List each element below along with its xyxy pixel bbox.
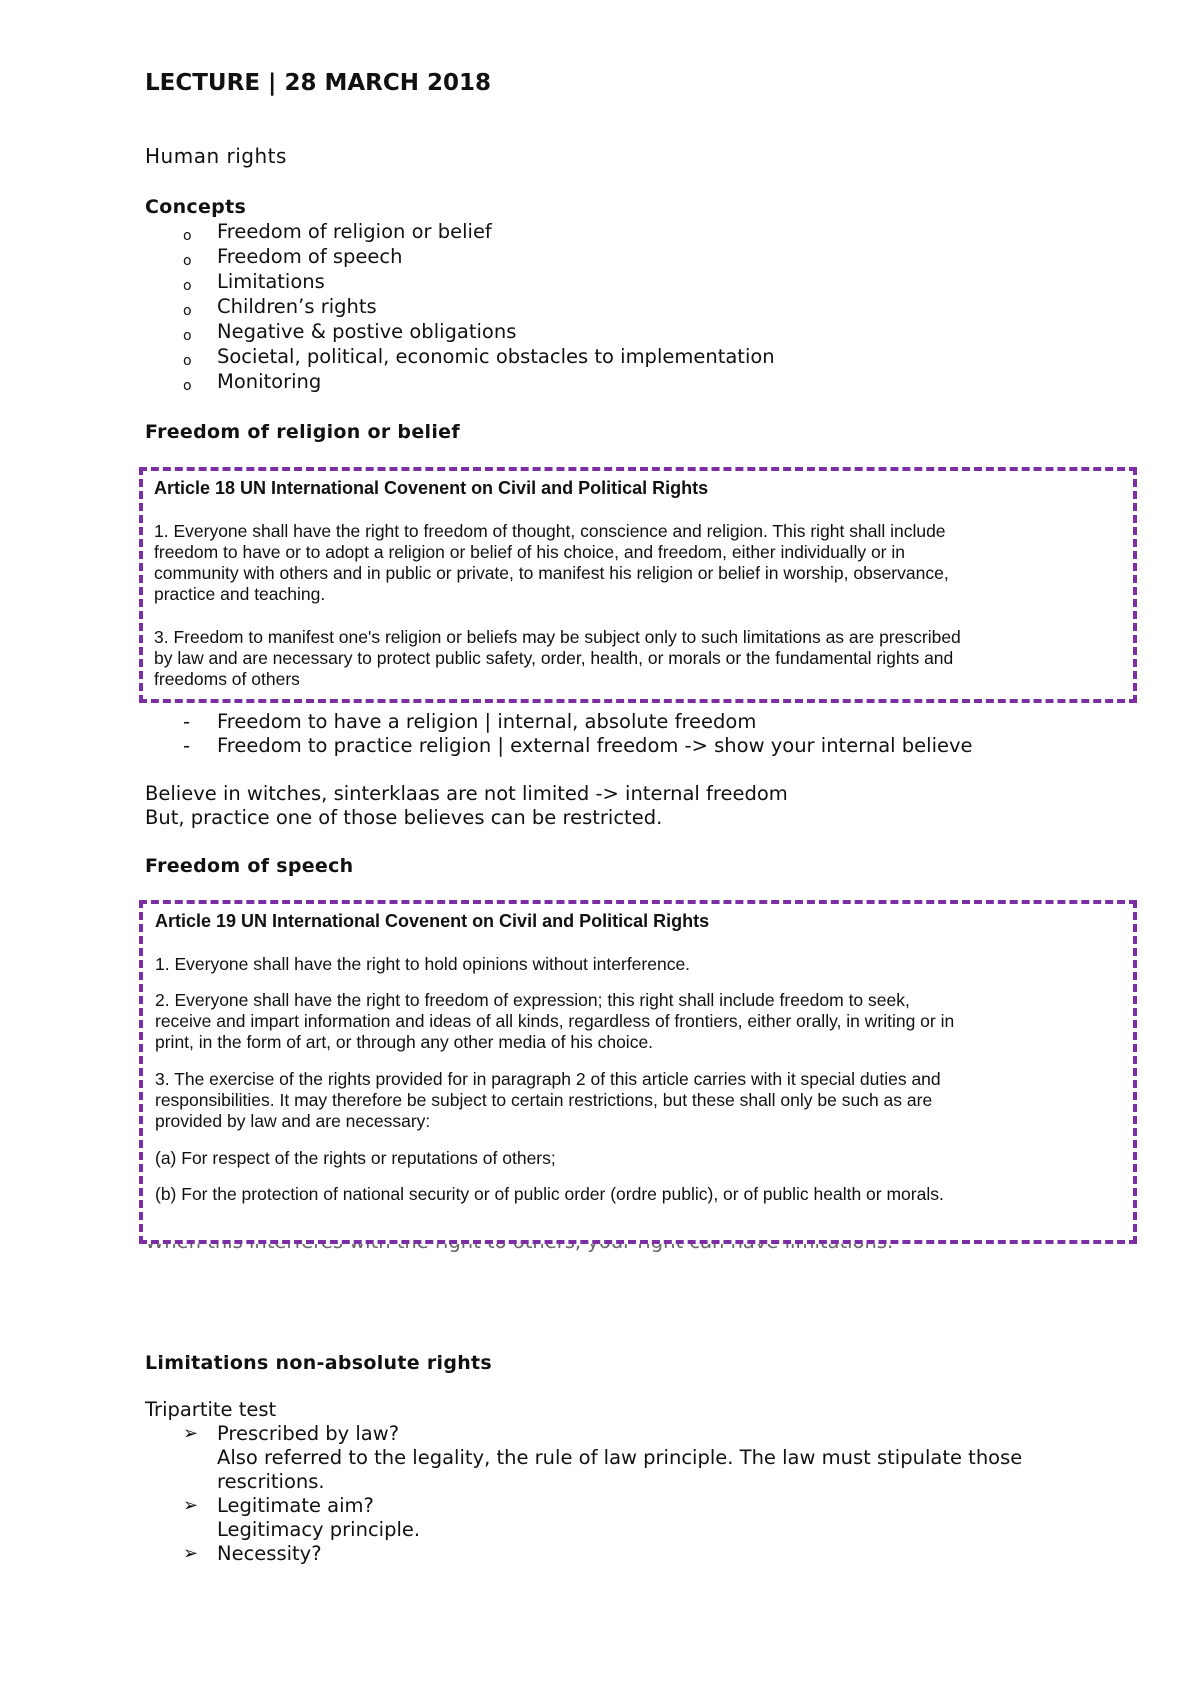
- article-19-p1-line: 1. Everyone shall have the right to hold opinions without interference.: [155, 954, 691, 974]
- list-item: Prescribed by law?: [217, 1422, 400, 1445]
- article-18-p1-line: community with others and in public or private, to manifest his religion or belief in worship, observance,: [154, 563, 949, 583]
- list-item-detail: Also referred to the legality, the rule of law principle. The law must stipulate those: [217, 1446, 1023, 1469]
- tripartite-intro: Tripartite test: [145, 1398, 277, 1421]
- arrow-bullet-icon: ➢: [183, 1423, 199, 1444]
- article-19-item-b: (b) For the protection of national security or of public order (ordre public), or of public health or morals.: [155, 1184, 944, 1204]
- list-item: Freedom of speech: [217, 245, 403, 268]
- bullet-icon: o: [183, 328, 192, 344]
- article-19-p2-line: 2. Everyone shall have the right to freedom of expression; this right shall include freedom to seek,: [155, 990, 910, 1010]
- article-18-p1-line: 1. Everyone shall have the right to freedom of thought, conscience and religion. This right shall include: [154, 521, 946, 541]
- article-18-p1-line: freedom to have or to adopt a religion or belief of his choice, and freedom, either individually or in: [154, 542, 905, 562]
- arrow-bullet-icon: ➢: [183, 1543, 199, 1564]
- article-18-title: Article 18 UN International Covenent on Civil and Political Rights: [154, 478, 709, 498]
- article-19-p3-line: responsibilities. It may therefore be subject to certain restrictions, but these shall only be such as are: [155, 1090, 933, 1110]
- article-19-textbox: [139, 900, 1137, 1244]
- bullet-icon: o: [183, 353, 192, 369]
- list-item: Freedom to have a religion | internal, absolute freedom: [217, 710, 757, 733]
- list-item: Necessity?: [217, 1542, 322, 1565]
- article-18-p1-line: practice and teaching.: [154, 584, 326, 604]
- list-item-detail: rescritions.: [217, 1470, 325, 1493]
- list-item: Monitoring: [217, 370, 322, 393]
- list-item: Freedom of religion or belief: [217, 220, 492, 243]
- page-title: LECTURE | 28 MARCH 2018: [145, 70, 492, 96]
- list-item: Children’s rights: [217, 295, 377, 318]
- list-item: Societal, political, economic obstacles to implementation: [217, 345, 775, 368]
- article-19-p2-line: print, in the form of art, or through any other media of his choice.: [155, 1032, 654, 1052]
- bullet-icon: o: [183, 228, 192, 244]
- article-19-item-a: (a) For respect of the rights or reputations of others;: [155, 1148, 556, 1168]
- bullet-icon: o: [183, 278, 192, 294]
- article-18-p3-line: freedoms of others: [154, 669, 300, 689]
- article-19-p2-line: receive and impart information and ideas of all kinds, regardless of frontiers, either orally, in writing or in: [155, 1011, 955, 1031]
- bullet-icon: o: [183, 253, 192, 269]
- list-item: Legitimate aim?: [217, 1494, 374, 1517]
- arrow-bullet-icon: ➢: [183, 1495, 199, 1516]
- article-18-textbox: [139, 467, 1137, 703]
- concepts-heading: Concepts: [145, 196, 247, 218]
- note-line: Believe in witches, sinterklaas are not limited -> internal freedom: [145, 782, 788, 805]
- religion-heading: Freedom of religion or belief: [145, 421, 460, 443]
- list-item-detail: Legitimacy principle.: [217, 1518, 421, 1541]
- list-item: Freedom to practice religion | external freedom -> show your internal believe: [217, 734, 973, 757]
- limitations-heading: Limitations non-absolute rights: [145, 1352, 493, 1374]
- article-18-p3-line: by law and are necessary to protect public safety, order, health, or morals or the fundamental rights and: [154, 648, 954, 668]
- article-19-title: Article 19 UN International Covenent on Civil and Political Rights: [155, 911, 710, 931]
- list-item: Limitations: [217, 270, 325, 293]
- speech-heading: Freedom of speech: [145, 855, 354, 877]
- section-heading: Human rights: [145, 144, 287, 168]
- note-line: But, practice one of those believes can be restricted.: [145, 806, 663, 829]
- article-19-p3-line: provided by law and are necessary:: [155, 1111, 431, 1131]
- article-19-p3-line: 3. The exercise of the rights provided for in paragraph 2 of this article carries with it special duties and: [155, 1069, 941, 1089]
- list-item: Negative & postive obligations: [217, 320, 517, 343]
- dash-icon: -: [183, 710, 191, 733]
- dash-icon: -: [183, 734, 191, 757]
- article-18-p3-line: 3. Freedom to manifest one's religion or beliefs may be subject only to such limitations as are prescribed: [154, 627, 961, 647]
- bullet-icon: o: [183, 303, 192, 319]
- bullet-icon: o: [183, 378, 192, 394]
